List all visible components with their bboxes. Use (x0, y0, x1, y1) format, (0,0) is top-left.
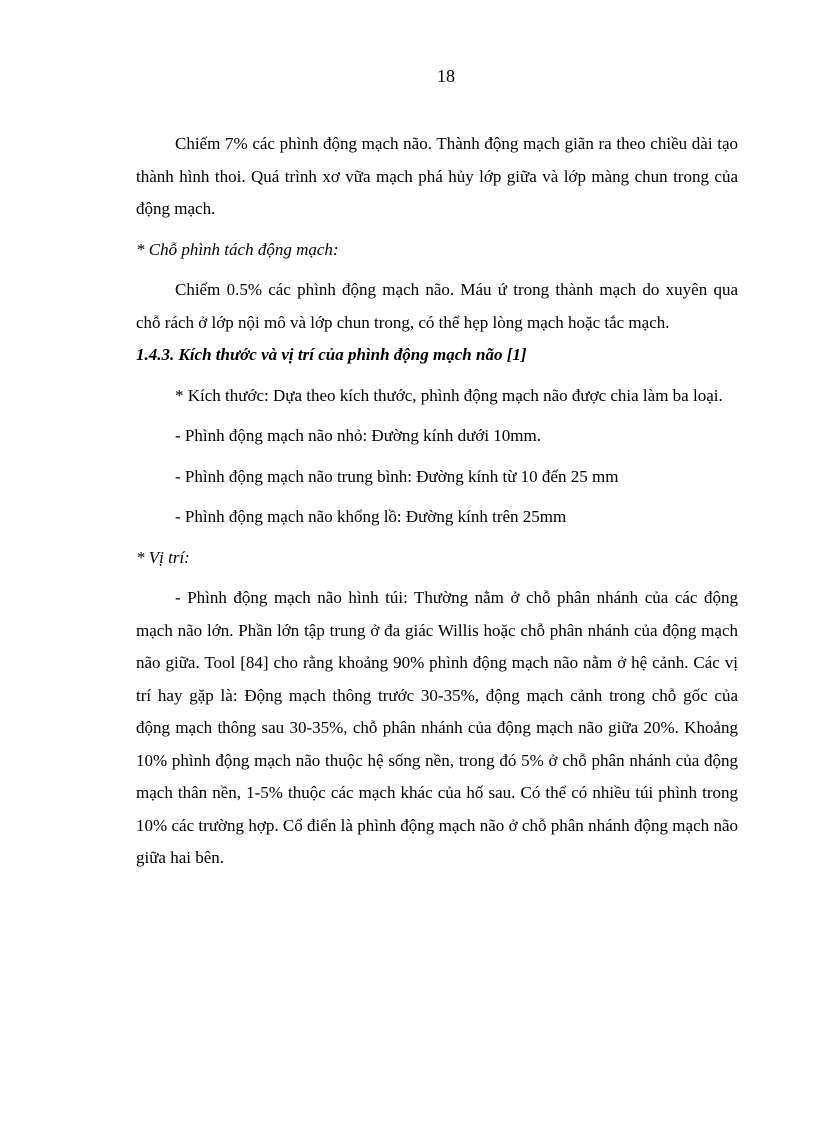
list-item-giant-aneurysm: - Phình động mạch não khổng lồ: Đường kính trên 25mm (175, 507, 567, 526)
section-heading-size-location: 1.4.3. Kích thước và vị trí của phình động mạch não [1] (136, 345, 527, 364)
paragraph-fusiform-aneurysm: Chiếm 7% các phình động mạch não. Thành động mạch giãn ra theo chiều dài tạo thành hình thoi. Quá trình xơ vữa mạch phá hủy lớp giữa và lớp màng chun trong của động mạch. (136, 134, 738, 218)
paragraph-dissecting-aneurysm: Chiếm 0.5% các phình động mạch não. Máu ứ trong thành mạch do xuyên qua chỗ rách ở lớp nội mô và lớp chun trong, có thể hẹp lòng mạch hoặc tắc mạch. (136, 280, 738, 332)
page-content (136, 128, 738, 875)
paragraph-size-intro: * Kích thước: Dựa theo kích thước, phình động mạch não được chia làm ba loại. (175, 385, 723, 405)
heading-dissecting-aneurysm: * Chỗ phình tách động mạch: (136, 239, 339, 259)
list-item-medium-aneurysm: - Phình động mạch não trung bình: Đường kính từ 10 đến 25 mm (175, 466, 619, 486)
heading-location: * Vị trí: (136, 547, 190, 567)
page-number: 18 (437, 66, 455, 86)
paragraph-saccular-location: - Phình động mạch não hình túi: Thường nằm ở chỗ phân nhánh của các động mạch não lớn. Phần lớn tập trung ở đa giác Willis hoặc chỗ phân nhánh của động mạch não giữa. Tool [84] cho rằng khoảng 90% phình động mạch não nằm ở hệ cảnh. Các vị trí hay gặp là: Động mạch thông trước 30-35%, động mạch cảnh trong chỗ gốc của động mạch thông sau 30-35%, chỗ phân nhánh của động mạch não giữa 20%. Khoảng 10% phình động mạch não thuộc hệ sống nền, trong đó 5% ở chỗ phân nhánh của động mạch thân nền, 1-5% thuộc các mạch khác của hố sau. Có thể có nhiều túi phình trong 10% các trường hợp. Cổ điển là phình động mạch não ở chỗ phân nhánh động mạch não giữa hai bên. (136, 588, 738, 867)
list-item-small-aneurysm: - Phình động mạch não nhỏ: Đường kính dưới 10mm. (175, 426, 541, 445)
